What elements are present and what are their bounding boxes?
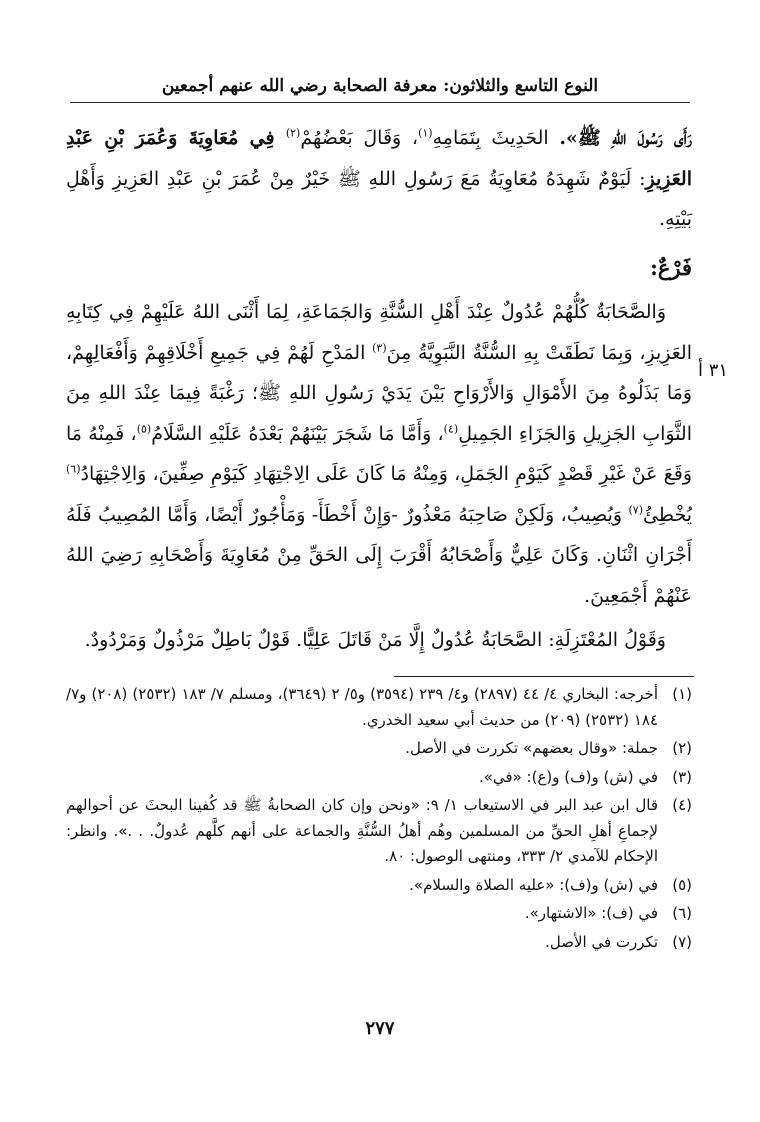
hadith-end: رَأَى رَسُولَ اللهِ ﷺ». (559, 127, 692, 149)
footnote-number: (٤) (672, 796, 692, 814)
text-segment: يُخْطِئُ (643, 503, 692, 526)
paragraph-companions (66, 292, 692, 616)
footnote-item (66, 873, 692, 899)
footnote-item (66, 682, 692, 733)
footnote-text: في (ش) و(ف) و(ع): «في». (478, 767, 658, 786)
footnote-divider (394, 676, 694, 677)
footnote-item (66, 765, 692, 791)
section-heading: فَرْعٌ: (650, 254, 692, 280)
footnote-text: قال ابن عبد البر في الاستيعاب ١/ ٩: «ونحن وإن كان الصحابةُ ﷺ قد كُفينا البحثَ عن أحوالهم لإجماعِ أهلِ الحقِّ من المسلمين وهُم أهلُ السُّنَّةِ والجماعة على أنهم كلَّهم عُدولٌ. . .». وانظر: الإحكام للآمدي ٢/ ٣٣٣، ومنتهى الوصول: ٨٠. (66, 796, 659, 865)
manuscript-folio-note: ٣١ أ (698, 360, 729, 381)
text-segment: ، وَقَالَ بَعْضُهُمْ (300, 127, 419, 149)
footnote-item (66, 930, 692, 956)
footnote-number: (٦) (672, 904, 692, 922)
text-segment: ، فَمِنْهُ مَا وَقَعَ عَنْ غَيْرِ قَصْدٍ كَيَوْمِ الجَمَلِ، وَمِنْهُ مَا كَانَ عَلَى الِاجْتِهَادِ كَيَوْمِ صِفِّينَ، وَالِاجْتِهَادُ (66, 422, 692, 485)
text-segment: المَدْحِ لَهُمْ فِي جَمِيعِ أَخْلَاقِهِمْ وَأَفْعَالِهِمْ، وَمَا بَذَلُوهُ مِنَ الأَمْوَالِ وَالأَرْوَاحِ بَيْنَ يَدَيْ رَسُولِ اللهِ ﷺ؛ رَغْبَةً فِيمَا عِنْدَ اللهِ مِنَ الثَّوَابِ الجَزِيلِ وَالجَزَاءِ الجَمِيلِ (66, 341, 692, 445)
footnote-text: في (ش) و(ف): «عليه الصلاة والسلام». (409, 875, 658, 894)
footnote-ref[interactable]: (٣) (372, 341, 387, 355)
footnote-item (66, 793, 692, 870)
text-segment: وَيُصِيبُ، وَلَكِنْ صَاحِبَهُ مَعْذُورٌ -وَإِنْ أَخْطَأَ- وَمَأْجُورٌ أَيْضًا، وَأَمَّا المُصِيبُ فَلَهُ أَجْرَانِ اثْنَانِ. وَكَانَ عَلِيٌّ وَأَصْحَابُهُ أَقْرَبَ إِلَى الحَقِّ مِنْ مُعَاوِيَةَ وَأَصْحَابِهِ رَضِيَ اللهُ عَنْهُمْ أَجْمَعِينَ. (66, 503, 692, 607)
emphasis-segment: فِي مُعَاوِيَةَ وَعُمَرَ بْنِ عَبْدِ العَزِيزِ (66, 127, 692, 190)
footnote-ref[interactable]: (٦) (66, 462, 81, 476)
footnote-number: (٥) (672, 875, 692, 894)
footnote-number: (١) (672, 685, 692, 703)
paragraph-hadith (66, 118, 692, 240)
text-segment: ، وَأَمَّا مَا شَجَرَ بَيْنَهُمْ بَعْدَهُ عَلَيْهِ السَّلَامُ (151, 422, 444, 445)
footnote-number: (٢) (672, 739, 692, 757)
text-segment: : لَيَوْمٌ شَهِدَهُ مُعَاوِيَةُ مَعَ رَسُولِ اللهِ ﷺ خَيْرٌ مِنْ عُمَرَ بْنِ عَبْدِ العَزِيزِ وَأَهْلِ بَيْتِهِ. (66, 167, 692, 230)
main-text (66, 118, 692, 661)
text-segment: وَالصَّحَابَةُ كُلُّهُمْ عُدُولٌ عِنْدَ أَهْلِ السُّنَّةِ وَالجَمَاعَةِ، لِمَا أَثْنَى اللهُ عَلَيْهِمْ فِي كِتَابِهِ العَزِيزِ، وَبِمَا نَطَقَتْ بِهِ السُّنَّةُ النَّبَوِيَّةُ مِنَ (66, 301, 692, 364)
paragraph-mutazila: وَقَوْلُ المُعْتَزِلَةِ: الصَّحَابَةُ عُدُولٌ إِلَّا مَنْ قَاتَلَ عَلِيًّا. قَوْلٌ بَاطِلٌ مَرْذُولٌ وَمَرْدُودٌ. (84, 629, 666, 651)
text-segment: الحَدِيثَ بِتَمَامِهِ (432, 127, 560, 149)
footnote-text: تكررت في الأصل. (545, 932, 658, 951)
footnote-number: (٧) (672, 932, 692, 951)
footnotes (66, 682, 692, 958)
footnote-number: (٣) (672, 767, 692, 786)
footnote-ref[interactable]: (٥) (136, 422, 152, 436)
page-number: ٢٧٧ (365, 1018, 395, 1039)
footnote-ref[interactable]: (٧) (628, 503, 644, 517)
footnote-item (66, 901, 692, 927)
footnote-text: جملة: «وقال بعضهم» تكررت في الأصل. (405, 739, 658, 757)
footnote-ref[interactable]: (٢) (285, 126, 301, 140)
footnote-text: في (ف): «الاشتهار». (524, 904, 658, 922)
footnote-text: أخرجه: البخاري ٤/ ٤٤ (٢٨٩٧) و٤/ ٢٣٩ (٣٥٩٤) و٥/ ٢ (٣٦٤٩)، ومسلم ٧/ ١٨٣ (٢٥٣٢) (٢٠٨) و٧/ ١٨٤ (٢٥٣٢) (٢٠٩) من حديث أبي سعيد الخدري. (66, 685, 658, 729)
footnote-ref[interactable]: (٤) (443, 422, 459, 436)
footnote-item (66, 736, 692, 762)
running-header: النوع التاسع والثلاثون: معرفة الصحابة رضي الله عنهم أجمعين (70, 76, 690, 103)
footnote-ref[interactable]: (١) (418, 126, 433, 140)
